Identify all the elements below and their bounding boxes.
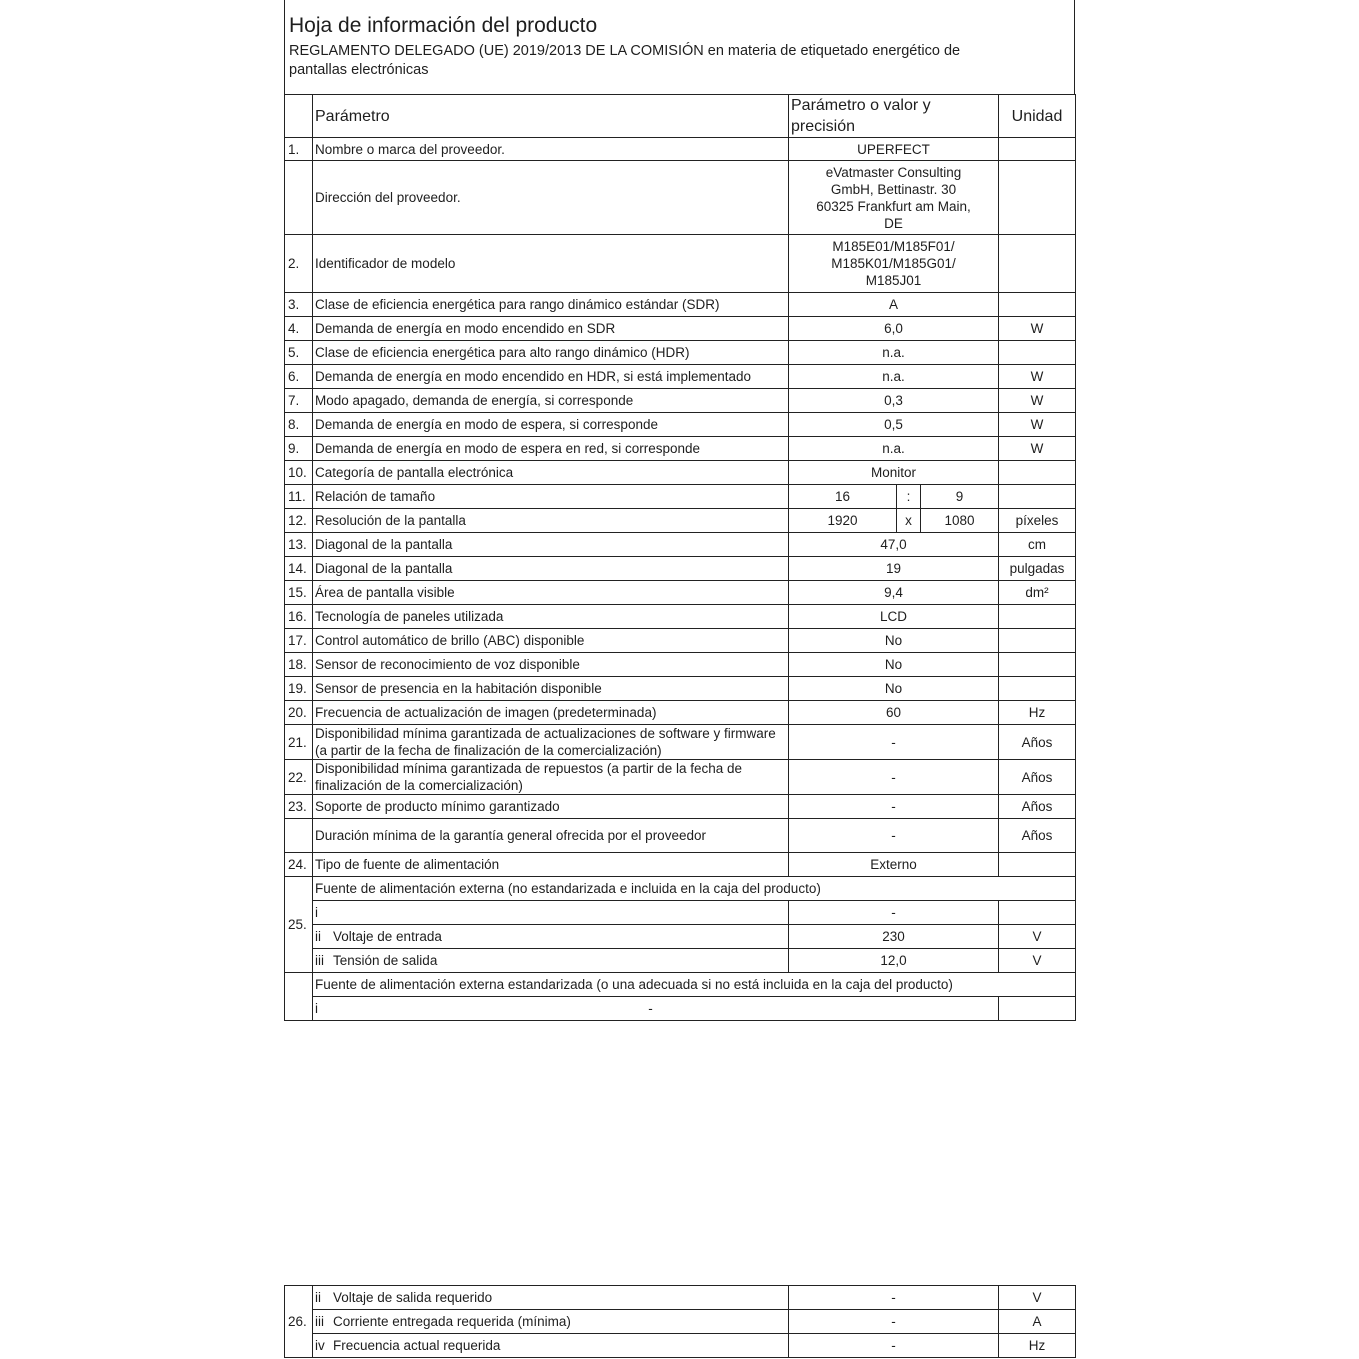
parameter-label: Demanda de energía en modo de espera, si corresponde [313, 413, 789, 437]
row-number: 10. [285, 461, 313, 485]
table-row [285, 760, 1076, 795]
table-row [285, 819, 1076, 853]
parameter-label: Diagonal de la pantalla [313, 557, 789, 581]
value-separator: : [897, 485, 921, 509]
item-value: - [648, 1001, 653, 1016]
parameter-value: n.a. [789, 341, 999, 365]
parameter-label: Demanda de energía en modo encendido en SDR [313, 317, 789, 341]
cell-line: Disponibilidad mínima garantizada de actualizaciones de software y firmware [315, 726, 776, 741]
parameter-value: Externo [789, 853, 999, 877]
parameter-label: Relación de tamaño [313, 485, 789, 509]
table-row [285, 1334, 1076, 1358]
row-number: 8. [285, 413, 313, 437]
table-row [285, 557, 1076, 581]
unit-cell: cm [999, 533, 1076, 557]
parameter-label [313, 925, 789, 949]
parameter-value: 19 [789, 557, 999, 581]
parameter-label [313, 760, 789, 795]
parameter-value: - [789, 760, 999, 795]
unit-cell [999, 677, 1076, 701]
row-number: 24. [285, 853, 313, 877]
item-label: Tensión de salida [333, 953, 438, 968]
cell-line: Disponibilidad mínima garantizada de repuestos (a partir de la fecha de [315, 761, 742, 776]
parameter-value [789, 161, 999, 235]
unit-cell: Años [999, 760, 1076, 795]
regulation-subtitle [289, 42, 1074, 80]
unit-cell: Hz [999, 1334, 1076, 1358]
item-index: i [315, 1001, 318, 1016]
parameter-value: n.a. [789, 365, 999, 389]
table-row [285, 997, 1076, 1021]
parameter-value: LCD [789, 605, 999, 629]
product-info-sheet [284, 0, 1075, 1021]
cell-line: M185E01/M185F01/ [832, 239, 955, 254]
row-number: 23. [285, 795, 313, 819]
parameter-label: Clase de eficiencia energética para alto rango dinámico (HDR) [313, 341, 789, 365]
item-index: i [315, 905, 318, 920]
cell-line: DE [884, 215, 903, 231]
unit-cell: Años [999, 795, 1076, 819]
parameter-label: Demanda de energía en modo encendido en HDR, si está implementado [313, 365, 789, 389]
psu-heading: Fuente de alimentación externa estandarizada (o una adecuada si no está incluida en la caja del producto) [313, 973, 1076, 997]
power-supply-26-continued [284, 1285, 1076, 1358]
parameter-label: Soporte de producto mínimo garantizado [313, 795, 789, 819]
table-row [285, 317, 1076, 341]
unit-cell: dm² [999, 581, 1076, 605]
unit-cell [999, 341, 1076, 365]
unit-cell [999, 138, 1076, 161]
table-row [285, 877, 1076, 901]
unit-cell [999, 997, 1076, 1021]
parameter-value: 12,0 [789, 949, 999, 973]
header-value [789, 95, 999, 138]
row-number: 15. [285, 581, 313, 605]
parameter-value: - [789, 1286, 999, 1310]
parameter-value: - [789, 819, 999, 853]
table-row [285, 581, 1076, 605]
row-number: 3. [285, 293, 313, 317]
parameter-label: Demanda de energía en modo de espera en red, si corresponde [313, 437, 789, 461]
parameter-value [789, 235, 999, 293]
parameter-label [313, 725, 789, 760]
item-label: Voltaje de entrada [333, 929, 442, 944]
subtitle-line: pantallas electrónicas [289, 62, 429, 78]
parameter-table [284, 94, 1076, 1021]
parameter-label: Diagonal de la pantalla [313, 533, 789, 557]
item-label: Frecuencia actual requerida [333, 1338, 501, 1353]
unit-cell [999, 293, 1076, 317]
table-row [285, 138, 1076, 161]
unit-cell [999, 605, 1076, 629]
row-number: 17. [285, 629, 313, 653]
parameter-value: - [789, 1334, 999, 1358]
sheet-title: Hoja de información del producto [289, 14, 598, 37]
header-value-line: Parámetro o valor y [791, 97, 931, 114]
cell-line: 60325 Frankfurt am Main, [816, 198, 971, 214]
table-row [285, 1286, 1076, 1310]
table-row [285, 725, 1076, 760]
value-b: 1080 [921, 509, 999, 533]
unit-cell: V [999, 1286, 1076, 1310]
table-row [285, 795, 1076, 819]
parameter-value: - [789, 1310, 999, 1334]
parameter-label: Tecnología de paneles utilizada [313, 605, 789, 629]
row-number: 20. [285, 701, 313, 725]
header-parameter: Parámetro [313, 95, 789, 138]
parameter-label: Resolución de la pantalla [313, 509, 789, 533]
row-number: 14. [285, 557, 313, 581]
parameter-label: Control automático de brillo (ABC) disponible [313, 629, 789, 653]
value-a: 16 [789, 485, 897, 509]
cell-line: finalización de la comercialización) [315, 778, 523, 793]
unit-cell [999, 485, 1076, 509]
parameter-value: n.a. [789, 437, 999, 461]
table-row [285, 413, 1076, 437]
value-a: 1920 [789, 509, 897, 533]
table-row [285, 389, 1076, 413]
unit-cell: W [999, 317, 1076, 341]
parameter-value: 47,0 [789, 533, 999, 557]
row-number: 11. [285, 485, 313, 509]
unit-cell [999, 461, 1076, 485]
parameter-value: - [789, 901, 999, 925]
parameter-label: Sensor de presencia en la habitación disponible [313, 677, 789, 701]
parameter-label: Sensor de reconocimiento de voz disponible [313, 653, 789, 677]
unit-cell: W [999, 365, 1076, 389]
row-number [285, 973, 313, 1021]
row-number: 1. [285, 138, 313, 161]
row-number [285, 161, 313, 235]
parameter-label [313, 949, 789, 973]
item-label: Voltaje de salida requerido [333, 1290, 493, 1305]
value-separator: x [897, 509, 921, 533]
unit-cell [999, 161, 1076, 235]
row-number: 9. [285, 437, 313, 461]
parameter-label: Frecuencia de actualización de imagen (predeterminada) [313, 701, 789, 725]
item-index: ii [315, 1290, 321, 1305]
parameter-label: Área de pantalla visible [313, 581, 789, 605]
row-number: 25. [285, 877, 313, 973]
parameter-value: A [789, 293, 999, 317]
table-header-row [285, 95, 1076, 138]
cell-line: M185K01/M185G01/ [831, 256, 956, 271]
parameter-label: Modo apagado, demanda de energía, si corresponde [313, 389, 789, 413]
table-row [285, 853, 1076, 877]
header-value-line: precisión [791, 118, 856, 135]
item-index: iii [315, 1314, 324, 1329]
unit-cell: Hz [999, 701, 1076, 725]
psu-heading: Fuente de alimentación externa (no estandarizada e incluida en la caja del producto) [313, 877, 1076, 901]
table-row [285, 629, 1076, 653]
sheet-header [284, 0, 1075, 94]
row-number: 4. [285, 317, 313, 341]
continuation-section [284, 1285, 1075, 1358]
unit-cell [999, 653, 1076, 677]
table-row [285, 461, 1076, 485]
table-row [285, 901, 1076, 925]
value-b: 9 [921, 485, 999, 509]
table-row [285, 653, 1076, 677]
header-num-cell [285, 95, 313, 138]
cell-line: eVatmaster Consulting [825, 164, 962, 180]
table-row [285, 485, 1076, 509]
parameter-value: 60 [789, 701, 999, 725]
table-row [285, 1310, 1076, 1334]
parameter-value: 230 [789, 925, 999, 949]
row-number: 7. [285, 389, 313, 413]
unit-cell: V [999, 949, 1076, 973]
parameter-label: Nombre o marca del proveedor. [313, 138, 789, 161]
item-index: ii [315, 929, 321, 944]
parameter-value: No [789, 653, 999, 677]
table-row [285, 973, 1076, 997]
parameter-value: UPERFECT [789, 138, 999, 161]
parameter-value: 9,4 [789, 581, 999, 605]
parameter-value: - [789, 795, 999, 819]
row-number: 6. [285, 365, 313, 389]
row-number: 2. [285, 235, 313, 293]
unit-cell: A [999, 1310, 1076, 1334]
parameter-label: Categoría de pantalla electrónica [313, 461, 789, 485]
unit-cell [999, 901, 1076, 925]
unit-cell: Años [999, 819, 1076, 853]
parameter-value: - [789, 725, 999, 760]
item-label: Corriente entregada requerida (mínima) [333, 1314, 571, 1329]
parameter-value: Monitor [789, 461, 999, 485]
table-row [285, 677, 1076, 701]
table-row [285, 533, 1076, 557]
parameter-label: Dirección del proveedor. [313, 161, 789, 235]
row-number: 18. [285, 653, 313, 677]
parameter-label [313, 1334, 789, 1358]
item-index: iv [315, 1338, 325, 1353]
cell-line: (a partir de la fecha de finalización de la comercialización) [315, 743, 662, 758]
row-number: 26. [285, 1286, 313, 1358]
table-row [285, 925, 1076, 949]
unit-cell: W [999, 437, 1076, 461]
unit-cell: Años [999, 725, 1076, 760]
parameter-label: Clase de eficiencia energética para rango dinámico estándar (SDR) [313, 293, 789, 317]
table-row [285, 365, 1076, 389]
unit-cell [999, 629, 1076, 653]
subtitle-line: REGLAMENTO DELEGADO (UE) 2019/2013 DE LA COMISIÓN en materia de etiquetado energético de [289, 43, 961, 59]
parameter-label: Duración mínima de la garantía general ofrecida por el proveedor [313, 819, 789, 853]
row-number: 5. [285, 341, 313, 365]
parameter-value: 0,5 [789, 413, 999, 437]
unit-cell: W [999, 389, 1076, 413]
row-number: 13. [285, 533, 313, 557]
row-number: 12. [285, 509, 313, 533]
parameter-label [313, 1286, 789, 1310]
cell-line: GmbH, Bettinastr. 30 [830, 181, 957, 197]
unit-cell: V [999, 925, 1076, 949]
row-number: 19. [285, 677, 313, 701]
table-row [285, 605, 1076, 629]
unit-cell: W [999, 413, 1076, 437]
cell-line: M185J01 [865, 273, 922, 288]
unit-cell: píxeles [999, 509, 1076, 533]
table-row [285, 161, 1076, 235]
unit-cell [999, 853, 1076, 877]
parameter-value: 0,3 [789, 389, 999, 413]
unit-cell [999, 235, 1076, 293]
parameter-value: No [789, 629, 999, 653]
row-number: 16. [285, 605, 313, 629]
row-number: 21. [285, 725, 313, 760]
parameter-value: No [789, 677, 999, 701]
table-row [285, 949, 1076, 973]
parameter-label [313, 901, 789, 925]
table-row [285, 509, 1076, 533]
unit-cell: pulgadas [999, 557, 1076, 581]
row-number: 22. [285, 760, 313, 795]
table-row [285, 437, 1076, 461]
header-unit: Unidad [999, 95, 1076, 138]
parameter-label: Identificador de modelo [313, 235, 789, 293]
item-index: iii [315, 953, 324, 968]
table-row [285, 235, 1076, 293]
row-number [285, 819, 313, 853]
table-row [285, 341, 1076, 365]
table-row [285, 293, 1076, 317]
parameter-label: Tipo de fuente de alimentación [313, 853, 789, 877]
parameter-value: 6,0 [789, 317, 999, 341]
table-row [285, 701, 1076, 725]
parameter-label [313, 1310, 789, 1334]
parameter-label [313, 997, 999, 1021]
